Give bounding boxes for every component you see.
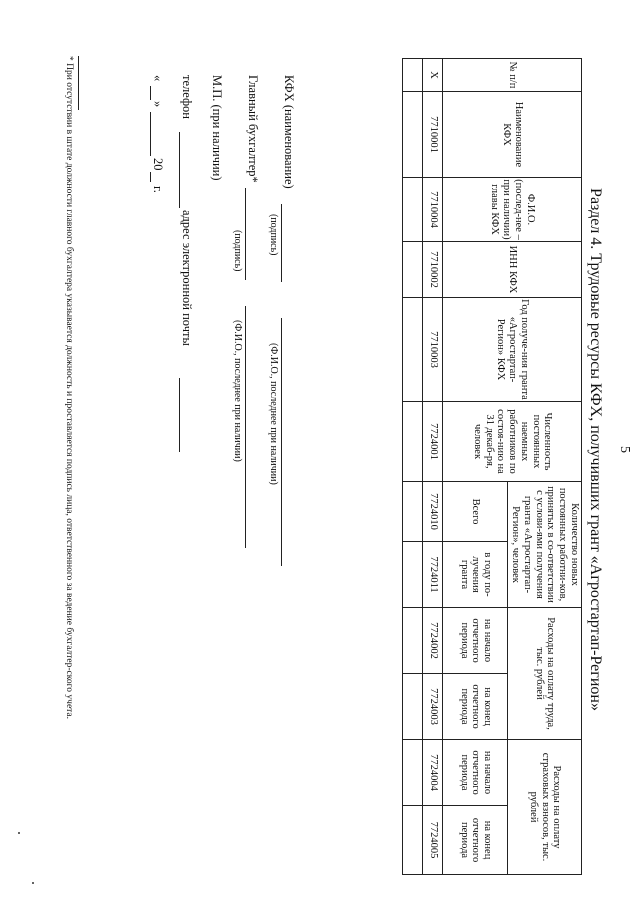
- header-head-fio: Ф.И.О. (послед-нее – при наличии) главы КФХ: [443, 178, 582, 242]
- code-cell: 7724005: [423, 806, 443, 875]
- accountant-fio-hint: (Ф.И.О., последнее при наличии): [232, 320, 243, 462]
- accountant-sign-line: [245, 188, 246, 280]
- stamp-label: М.П. (при наличии): [210, 75, 224, 181]
- code-cell: 7710001: [423, 92, 443, 178]
- header-num: № п/п: [443, 59, 582, 92]
- date-year-line: [150, 172, 151, 182]
- header-grant-year: Год получе-ния гранта «Агростартап-Регион» КФХ: [443, 298, 582, 402]
- code-cell: 7724001: [423, 402, 443, 482]
- header-insurance-start: на начало отчетного периода: [443, 740, 508, 806]
- footnote-separator: [78, 56, 79, 110]
- header-new-workers: Количество новых постоянных работни-ков, принятых в со-ответствии с услови-ями получения гранта «Агростартап-Регион», человек: [508, 482, 582, 608]
- code-cell: 7724010: [423, 482, 443, 542]
- date-close-quote: »: [151, 101, 165, 108]
- email-label: адрес электронной почты: [180, 210, 194, 346]
- phone-line: [179, 132, 180, 208]
- header-insurance-end: на конец отчетного периода: [443, 806, 508, 875]
- email-line: [179, 378, 180, 452]
- accountant-sign-hint: (подпись): [232, 230, 243, 272]
- scan-speck: [18, 832, 20, 834]
- code-cell: 7710003: [423, 298, 443, 402]
- code-cell: 7724002: [423, 608, 443, 674]
- date-open-quote: «: [151, 75, 165, 82]
- section-title: Раздел 4. Трудовые ресурсы КФХ, получивших грант «Агростартап-Регион»: [587, 188, 604, 711]
- code-cell: 7724003: [423, 674, 443, 740]
- date-day-line: [150, 86, 151, 100]
- kfh-sign-hint: (подпись): [268, 214, 279, 256]
- code-cell: X: [423, 59, 443, 92]
- kfh-fio-line: [281, 318, 282, 566]
- date-year-prefix: 20: [151, 158, 165, 171]
- header-labor-costs: Расходы на оплату труда, тыс. рублей: [508, 608, 582, 740]
- page-number: 5: [617, 446, 632, 453]
- chief-accountant-label: Главный бухгалтер*: [246, 75, 260, 183]
- header-inn: ИНН КФХ: [443, 242, 582, 298]
- header-permanent-workers: Численность постоянных наемных работников по состоя-нию на 31 декаб-ря, человек: [443, 402, 582, 482]
- kfh-sign-line: [281, 204, 282, 282]
- labor-resources-table: [403, 58, 583, 875]
- kfh-fio-hint: (Ф.И.О., последнее при наличии): [268, 343, 279, 485]
- table-row-codes: [423, 59, 443, 875]
- header-new-in-grant-year: в году по-лучения гранта: [443, 542, 508, 608]
- footnote: * При отсутствии в штате должности главного бухгалтера указывается должность и проставляется подпись лица, ответственного за ведение бухгалтер-ского учета.: [64, 56, 74, 720]
- header-name: Наименование КФХ: [443, 92, 582, 178]
- code-cell: 7724004: [423, 740, 443, 806]
- date-suffix: г.: [151, 186, 165, 193]
- scan-speck: [32, 882, 34, 884]
- kfh-label: КФХ (наименование): [282, 75, 296, 189]
- header-labor-end: на конец отчетного периода: [443, 674, 508, 740]
- table-row-empty: [403, 59, 423, 875]
- header-new-total: Всего: [443, 482, 508, 542]
- date-month-line: [150, 112, 151, 156]
- header-labor-start: на начало отчетного периода: [443, 608, 508, 674]
- code-cell: 7724011: [423, 542, 443, 608]
- accountant-fio-line: [245, 306, 246, 548]
- code-cell: 7710004: [423, 178, 443, 242]
- code-cell: 7710002: [423, 242, 443, 298]
- header-insurance-costs: Расходы на оплату страховых взносов, тыс. рублей: [508, 740, 582, 875]
- phone-label: телефон: [180, 75, 194, 119]
